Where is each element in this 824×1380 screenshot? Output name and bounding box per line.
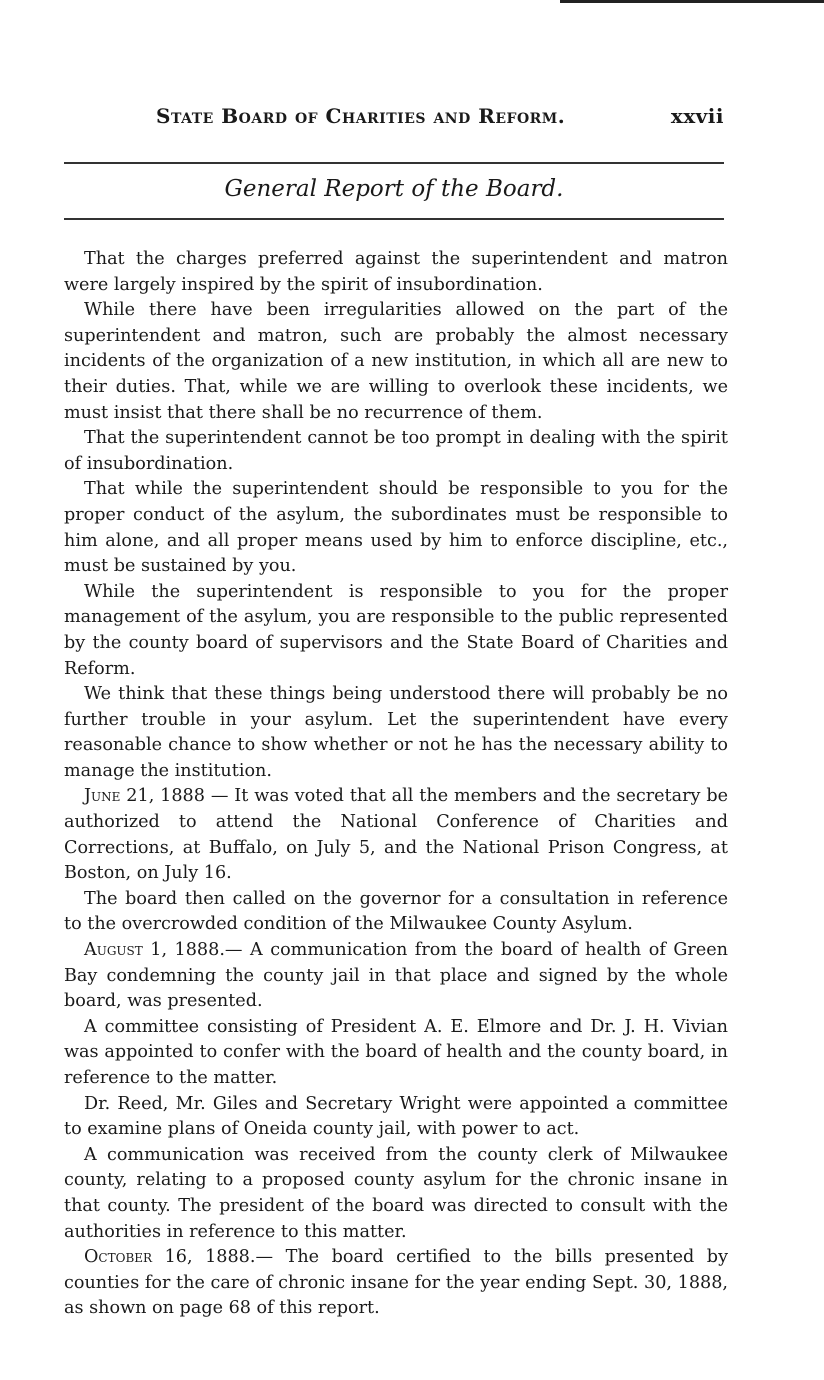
paragraph bbox=[64, 682, 728, 784]
title-rule-bottom bbox=[64, 218, 724, 220]
paragraph-text: That while the superintendent should be responsible to you for the proper conduct of the asylum, the subordinates must be responsible to him alone, and all proper means used by him to enforce discipline, etc., must be sustained by you. bbox=[64, 479, 728, 577]
paragraph-text: A communication was received from the county clerk of Milwaukee county, relating to a proposed county asylum for the chronic insane in that county. The president of the board was directed to consult with the authorities in reference to this matter. bbox=[64, 1144, 728, 1242]
paragraph-date: October 16, 1888. bbox=[84, 1247, 256, 1268]
paragraph-text: We think that these things being understood there will probably be no further trouble in your asylum. Let the superintendent have every reasonable chance to show whether or not he has the necessary ability to manage the institution. bbox=[64, 684, 728, 781]
paragraph-text: A committee consisting of President A. E. Elmore and Dr. J. H. Vivian was appointed to confer with the board of health and the county board, in reference to the matter. bbox=[64, 1016, 728, 1088]
paragraph-text: That the superintendent cannot be too prompt in dealing with the spirit of insubordination. bbox=[64, 428, 728, 474]
paragraph-text: While there have been irregularities allowed on the part of the superintendent and matron, such are probably the almost necessary incidents of the organization of a new institution, in which all are new to their duties. That, while we are willing to overlook these incidents, we must insist that there shall be no recurrence of them. bbox=[64, 300, 728, 423]
section-title: General Report of the Board. bbox=[224, 176, 564, 202]
running-header bbox=[64, 104, 724, 134]
page-number: xxvii bbox=[670, 104, 724, 128]
paragraph bbox=[64, 938, 728, 1015]
paragraph bbox=[64, 426, 728, 477]
paragraph-date: June 21, 1888 bbox=[84, 786, 205, 807]
body-text bbox=[64, 247, 728, 1322]
paragraph-text: — The board certified to the bills presented by counties for the care of chronic insane for the year ending Sept. 30, 1888, as shown on page 68 of this report. bbox=[64, 1247, 729, 1319]
paragraph-text: Dr. Reed, Mr. Giles and Secretary Wright were appointed a committee to examine plans of Oneida county jail, with power to act. bbox=[64, 1093, 728, 1140]
running-title: State Board of Charities and Reform. bbox=[156, 104, 566, 128]
paragraph bbox=[64, 580, 728, 682]
paragraph bbox=[64, 887, 728, 938]
paragraph bbox=[64, 784, 728, 886]
paragraph-text: — A communication from the board of health of Green Bay condemning the county jail in that place and signed by the whole board, was presented. bbox=[64, 940, 728, 1012]
paragraph-text: The board then called on the governor for a consultation in reference to the overcrowded condition of the Milwaukee County Asylum. bbox=[64, 888, 728, 935]
paragraph-text: — It was voted that all the members and the secretary be authorized to attend the National Conference of Charities and Corrections, at Buffalo, on July 5, and the National Prison Congress, at Boston, on July 16. bbox=[64, 786, 728, 884]
paragraph bbox=[64, 247, 728, 298]
paragraph-text: While the superintendent is responsible to you for the proper management of the asylum, you are responsible to the public represented by the county board of supervisors and the State Board of Charities and Reform. bbox=[64, 581, 728, 679]
scan-edge-rule bbox=[560, 0, 824, 3]
paragraph-text: That the charges preferred against the superintendent and matron were largely inspired by the spirit of insubordination. bbox=[64, 249, 728, 295]
paragraph bbox=[64, 1245, 728, 1322]
paragraph bbox=[64, 298, 728, 426]
paragraph bbox=[64, 1015, 728, 1092]
paragraph-date: August 1, 1888. bbox=[84, 940, 225, 961]
paragraph bbox=[64, 1143, 728, 1245]
paragraph bbox=[64, 477, 728, 579]
title-rule-top bbox=[64, 162, 724, 164]
paragraph bbox=[64, 1092, 728, 1143]
